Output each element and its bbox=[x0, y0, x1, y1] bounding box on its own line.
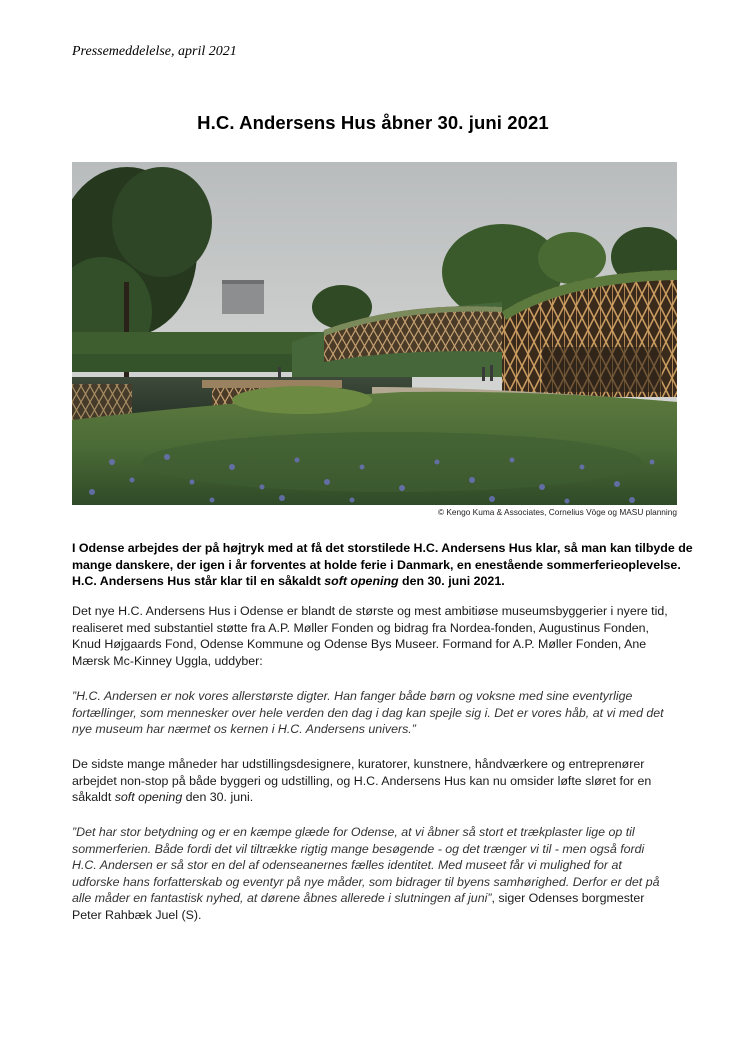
image-credit: © Kengo Kuma & Associates, Cornelius Vöge og MASU planning bbox=[437, 507, 677, 517]
quote-line: nye museum har nærmet os kernen i H.C. Andersens univers.” bbox=[72, 722, 416, 737]
lead-line: I Odense arbejdes der på højtryk med at få det storstilede H.C. Andersens Hus klar, så man kan tilbyde de bbox=[72, 541, 693, 555]
lead-text: den 30. juni 2021. bbox=[398, 574, 505, 589]
lead-line bbox=[72, 573, 682, 590]
lead-paragraph bbox=[72, 540, 693, 590]
body-line: realiseret med substantiel støtte fra A.P. Møller Fonden og bidrag fra Nordea-fonden, Augustinus Fonden, bbox=[72, 620, 649, 635]
quote-line: sommerferien. Både fordi det vil tiltrække rigtig mange besøgende - og det trænger vi til - men også fordi bbox=[72, 841, 645, 856]
quote-line: H.C. Andersen er så stor en del af odenseanernes fælles identitet. Med museet får vi mulighed for at bbox=[72, 858, 622, 873]
quote-line: ”H.C. Andersen er nok vores allerstørste digter. Han fanger både børn og voksne med sine eventyrlige bbox=[72, 689, 633, 703]
body-line: arbejdet non-stop på både byggeri og udstilling, og H.C. Andersens Hus kan nu omsider løfte sløret for en bbox=[72, 773, 652, 788]
body-emphasis: soft opening bbox=[114, 790, 183, 805]
quote-2 bbox=[72, 824, 682, 924]
body-paragraph-1 bbox=[72, 603, 682, 669]
body-line: Mærsk Mc-Kinney Uggla, uddyber: bbox=[72, 653, 263, 668]
page-title: H.C. Andersens Hus åbner 30. juni 2021 bbox=[197, 112, 549, 133]
body-line: Det nye H.C. Andersens Hus i Odense er blandt de største og mest ambitiøse museumsbyggerier i nyere tid, bbox=[72, 604, 668, 618]
quote-line: ”Det har stor betydning og er en kæmpe glæde for Odense, at vi åbner så stort et trækplaster lige op til bbox=[72, 825, 635, 839]
body-line: Knud Højgaards Fond, Odense Kommune og Odense Bys Museer. Formand for A.P. Møller Fonden, Ane bbox=[72, 637, 647, 652]
quote-line bbox=[72, 890, 682, 907]
lead-line: mange danskere, der igen i år forventes at holde ferie i Danmark, en enestående sommerferieoplevelse. bbox=[72, 557, 681, 572]
press-release-kicker: Pressemeddelelse, april 2021 bbox=[72, 44, 237, 59]
body-line: De sidste mange måneder har udstillingsdesignere, kuratorer, kunstnere, håndværkere og entreprenører bbox=[72, 757, 645, 771]
body-text: den 30. juni. bbox=[182, 790, 254, 805]
quote-text: alle måder en fantastisk nyhed, at dørene åbnes allerede i slutningen af juni” bbox=[72, 891, 492, 906]
body-text: såkaldt bbox=[72, 790, 115, 805]
hero-image bbox=[72, 162, 677, 505]
quote-line: fortællinger, som mennesker over hele verden den dag i dag kan spejle sig i. Det er vores håb, at vi med det bbox=[72, 705, 664, 720]
attribution-text: , siger Odenses borgmester bbox=[491, 891, 645, 906]
lead-text: H.C. Andersens Hus står klar til en såkaldt bbox=[72, 574, 325, 589]
lead-emphasis: soft opening bbox=[324, 574, 399, 589]
quote-line: udforske hans forfatterskab og eventyr på nye måder, som bidrager til byens samhørighed. Derfor er det på bbox=[72, 874, 660, 889]
body-line bbox=[72, 789, 682, 806]
quote-1 bbox=[72, 688, 682, 738]
attribution-line: Peter Rahbæk Juel (S). bbox=[72, 907, 202, 922]
body-paragraph-2 bbox=[72, 756, 682, 806]
